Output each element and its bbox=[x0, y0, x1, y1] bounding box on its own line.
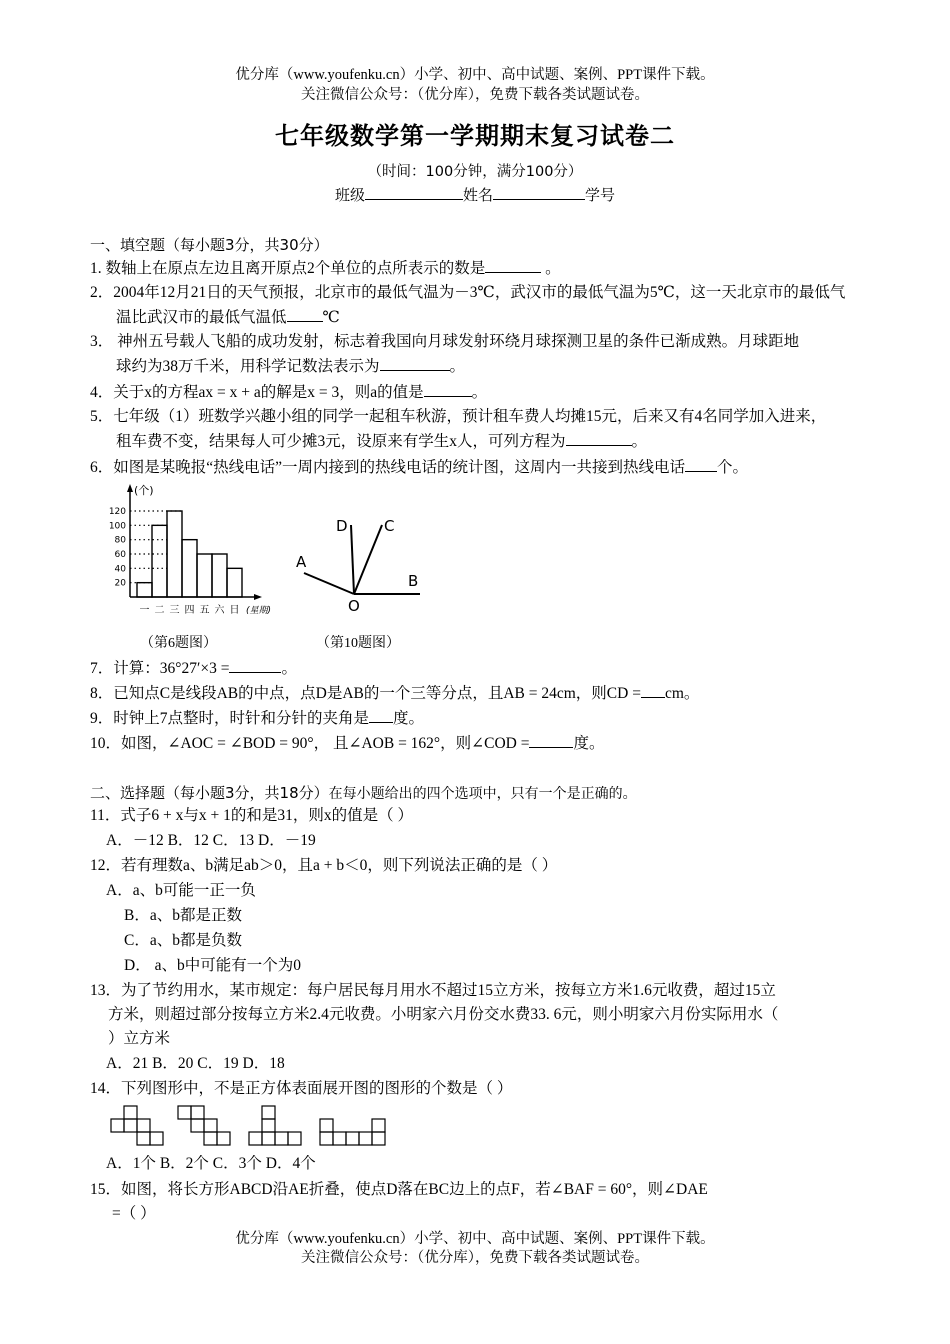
question-12-option-d: D． a、b中可能有一个为0 bbox=[124, 957, 301, 974]
footer-line-2: 关注微信公众号：（优分库），免费下载各类试题试卷。 bbox=[301, 1250, 649, 1266]
question-12-text: 12．若有理数a、b满足ab＞0，且a + b＜0，则下列说法正确的是（ ） bbox=[90, 857, 558, 874]
label-a: A bbox=[296, 553, 307, 571]
question-9-tail: 度。 bbox=[393, 710, 425, 727]
answer-blank bbox=[566, 430, 632, 446]
y-tick-label: 60 bbox=[114, 550, 126, 560]
question-6-text: 6．如图是某晚报“热线电话”一周内接到的热线电话的统计图，这周内一共接到热线电话 bbox=[90, 459, 686, 476]
y-tick-label: 120 bbox=[108, 507, 126, 517]
class-label: 班级 bbox=[334, 188, 365, 204]
x-axis-label: (星期) bbox=[246, 606, 272, 616]
answer-blank bbox=[641, 682, 665, 698]
bar-1 bbox=[137, 583, 152, 597]
angle-figure bbox=[290, 510, 430, 614]
question-8-text: 8．已知点C是线段AB的中点，点D是AB的一个三等分点，且AB = 24cm，则CD = bbox=[90, 685, 641, 702]
name-label: 姓名 bbox=[462, 188, 493, 204]
question-15-line-2: =（ ） bbox=[112, 1205, 156, 1222]
exam-subtitle: （时间：100分钟，满分100分） bbox=[367, 164, 583, 180]
figure-10-caption: （第10题图） bbox=[316, 636, 400, 651]
question-2-line-1: 2．2004年12月21日的天气预报，北京市的最低气温为－3℃，武汉市的最低气温为5℃，这一天北京市的最低气 bbox=[90, 284, 846, 301]
label-c: C bbox=[384, 517, 395, 535]
label-b: B bbox=[408, 572, 419, 590]
question-2-text: 温比武汉市的最低气温低 bbox=[116, 309, 287, 326]
answer-blank bbox=[229, 657, 281, 673]
cube-net-2 bbox=[178, 1106, 230, 1145]
y-tick-label: 40 bbox=[114, 564, 126, 575]
y-tick-label: 80 bbox=[114, 535, 126, 546]
question-1 bbox=[90, 257, 561, 279]
y-axis-label: (个) bbox=[134, 484, 154, 497]
class-blank bbox=[365, 185, 463, 200]
question-7 bbox=[90, 657, 297, 679]
question-6 bbox=[90, 456, 748, 478]
question-12-option-a: A．a、b可能一正一负 bbox=[106, 882, 256, 899]
question-2-tail: ℃ bbox=[322, 309, 340, 326]
question-4-tail: 。 bbox=[471, 384, 488, 401]
answer-blank bbox=[529, 732, 573, 748]
question-4-text: 4．关于x的方程ax = x + a的解是x = 3，则a的值是 bbox=[90, 384, 424, 401]
section-2-heading: 二、选择题（每小题3分，共18分） bbox=[90, 784, 329, 802]
question-11-options: A．－12 B．12 C．13 D．－19 bbox=[106, 832, 316, 849]
x-category-label: 六 bbox=[214, 605, 225, 616]
answer-blank bbox=[287, 306, 323, 322]
question-3-text: 球约为38万千米，用科学记数法表示为 bbox=[116, 358, 380, 375]
question-9-text: 9．时钟上7点整时，时针和分针的夹角是 bbox=[90, 710, 370, 727]
x-category-label: 四 bbox=[184, 605, 195, 616]
question-12-option-b: B．a、b都是正数 bbox=[124, 907, 242, 924]
question-3-tail: 。 bbox=[449, 358, 466, 375]
x-category-label: 五 bbox=[199, 605, 210, 616]
question-5-line-2 bbox=[116, 430, 647, 452]
y-tick-label: 20 bbox=[114, 578, 126, 589]
bar-6 bbox=[212, 554, 227, 597]
question-1-text: 1. 数轴上在原点左边且离开原点2个单位的点所表示的数是 bbox=[90, 260, 486, 277]
bar-7 bbox=[227, 568, 242, 597]
question-13-line-1: 13．为了节约用水，某市规定：每户居民每月用水不超过15立方米，按每立方米1.6元收费，超过15立 bbox=[90, 982, 776, 999]
label-o: O bbox=[348, 597, 360, 614]
question-2-line-2 bbox=[116, 306, 340, 328]
question-5-line-1: 5．七年级（1）班数学兴趣小组的同学一起租车秋游，预计租车费人均摊15元，后来又有4名同学加入进来， bbox=[90, 408, 827, 425]
id-label: 学号 bbox=[585, 188, 616, 204]
bar-2 bbox=[152, 525, 167, 597]
question-13-options: A．21 B．20 C．19 D．18 bbox=[106, 1055, 285, 1072]
y-tick-label: 100 bbox=[108, 521, 126, 532]
question-7-text: 7．计算：36°27′×3 = bbox=[90, 660, 230, 677]
question-10-text: 10．如图，∠AOC = ∠BOD = 90°， 且∠AOB = 162°，则∠COD = bbox=[90, 735, 530, 752]
question-1-tail: 。 bbox=[545, 260, 561, 277]
question-14-text: 14．下列图形中，不是正方体表面展开图的图形的个数是（ ） bbox=[90, 1080, 513, 1097]
cube-net-3 bbox=[249, 1106, 301, 1145]
ray-od bbox=[351, 525, 354, 594]
header-line-1: 优分库（www.youfenku.cn）小学、初中、高中试题、案例、PPT课件下载。 bbox=[235, 67, 715, 83]
question-7-tail: 。 bbox=[281, 660, 297, 677]
section-1-title: 一、填空题（每小题3分，共30分） bbox=[90, 236, 329, 254]
cube-nets-figure bbox=[108, 1104, 392, 1148]
cube-net-1 bbox=[111, 1106, 163, 1145]
cube-net-4 bbox=[320, 1119, 385, 1145]
question-13-line-3: ）立方米 bbox=[108, 1030, 171, 1047]
footer-line-1: 优分库（www.youfenku.cn）小学、初中、高中试题、案例、PPT课件下载。 bbox=[235, 1231, 715, 1247]
x-category-label: 日 bbox=[229, 605, 240, 616]
x-category-label: 二 bbox=[154, 605, 165, 616]
header-line-2: 关注微信公众号：（优分库），免费下载各类试题试卷。 bbox=[301, 87, 649, 103]
answer-blank bbox=[485, 257, 541, 273]
question-6-tail: 个。 bbox=[717, 459, 749, 476]
label-d: D bbox=[336, 517, 348, 535]
section-2-title bbox=[90, 782, 637, 803]
question-5-text: 租车费不变，结果每人可少摊3元，设原来有学生x人，可列方程为 bbox=[116, 433, 566, 450]
x-category-label: 三 bbox=[169, 605, 180, 616]
ray-oa bbox=[304, 573, 354, 594]
section-2-note: 在每小题给出的四个选项中，只有一个是正确的。 bbox=[328, 786, 637, 802]
hotline-bar-chart bbox=[96, 478, 286, 624]
question-12-option-c: C．a、b都是负数 bbox=[124, 932, 242, 949]
question-5-tail: 。 bbox=[631, 433, 648, 450]
question-9 bbox=[90, 707, 424, 729]
question-10-tail: 度。 bbox=[573, 735, 605, 752]
bar-4 bbox=[182, 540, 197, 597]
ray-oc bbox=[354, 525, 382, 594]
student-info-line bbox=[0, 184, 950, 205]
name-blank bbox=[493, 185, 585, 200]
x-axis-arrow bbox=[254, 594, 262, 600]
exam-title: 七年级数学第一学期期末复习试卷二 bbox=[275, 122, 675, 150]
question-13-line-2: 方米，则超过部分按每立方米2.4元收费。小明家六月份交水费33. 6元，则小明家六月份实际用水（ bbox=[108, 1006, 779, 1023]
question-3-line-1: 3． 神州五号载人飞船的成功发射，标志着我国向月球发射环绕月球探测卫星的条件已渐成熟。月球距地 bbox=[90, 333, 800, 350]
question-4 bbox=[90, 381, 487, 403]
bar-5 bbox=[197, 554, 212, 597]
question-15-line-1: 15．如图，将长方形ABCD沿AE折叠，使点D落在BC边上的点F，若∠BAF = 60°，则∠DAE bbox=[90, 1181, 708, 1198]
answer-blank bbox=[685, 456, 717, 472]
x-category-label: 一 bbox=[139, 605, 150, 616]
question-3-line-2 bbox=[116, 355, 465, 377]
figure-6-caption: （第6题图） bbox=[140, 636, 217, 651]
answer-blank bbox=[369, 707, 393, 723]
question-11-text: 11．式子6 + x与x + 1的和是31，则x的值是（ ） bbox=[90, 807, 414, 824]
y-axis-arrow bbox=[127, 484, 133, 492]
answer-blank bbox=[380, 355, 450, 371]
question-8 bbox=[90, 682, 699, 704]
question-14-options: A．1个 B．2个 C．3个 D．4个 bbox=[106, 1155, 316, 1172]
bar-3 bbox=[167, 511, 182, 597]
question-8-tail: cm。 bbox=[664, 685, 700, 702]
answer-blank bbox=[424, 381, 472, 397]
question-10 bbox=[90, 732, 604, 754]
